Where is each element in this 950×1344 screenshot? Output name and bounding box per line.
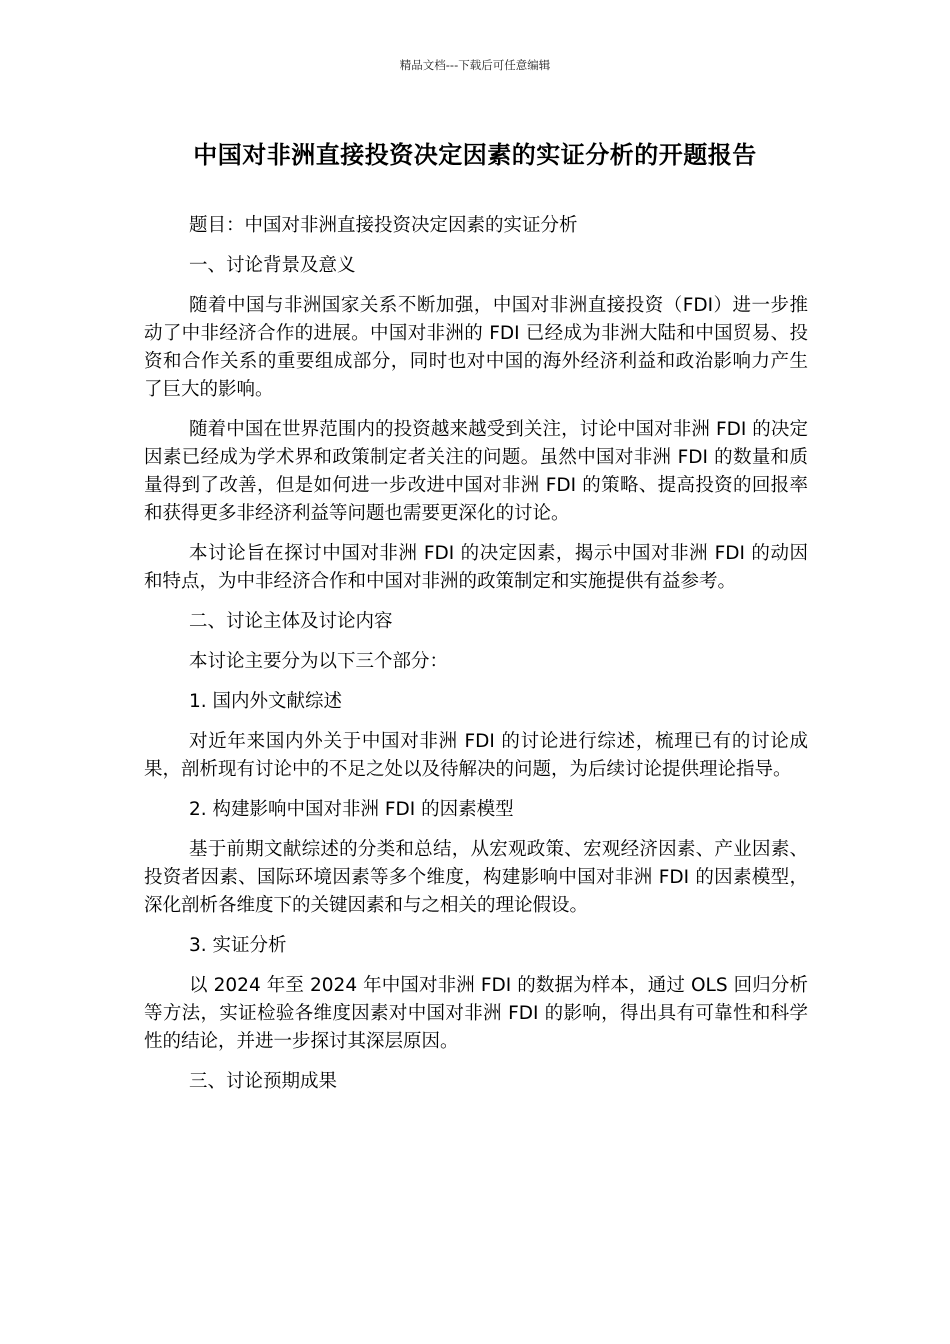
item-heading-empirical-analysis: 3. 实证分析 [189,935,287,956]
paragraph-background-2: 随着中国在世界范围内的投资越来越受到关注，讨论中国对非洲 FDI 的决定因素已经成为学术界和政策制定者关注的问题。虽然中国对非洲 FDI 的数量和质量得到了改善，但是如何进一步改进中国对非洲 FDI 的策略、提高投资的回报率和获得更多非经济利益等问题也需要更深化的讨论。 [144,419,808,524]
section-heading-content: 二、讨论主体及讨论内容 [189,611,393,632]
document-title: 中国对非洲直接投资决定因素的实证分析的开题报告 [193,141,757,169]
header-note: 精品文档---下载后可任意编辑 [399,58,551,72]
item-text-factor-model: 基于前期文献综述的分类和总结，从宏观政策、宏观经济因素、产业因素、投资者因素、国际环境因素等多个维度，构建影响中国对非洲 FDI 的因素模型，深化剖析各维度下的关键因素和与之相关的理论假设。 [144,839,808,916]
section-content-intro: 本讨论主要分为以下三个部分： [189,651,449,672]
item-text-literature-review: 对近年来国内外关于中国对非洲 FDI 的讨论进行综述，梳理已有的讨论成果，剖析现有讨论中的不足之处以及待解决的问题，为后续讨论提供理论指导。 [144,731,808,780]
item-text-empirical-analysis: 以 2024 年至 2024 年中国对非洲 FDI 的数据为样本，通过 OLS 回归分析等方法，实证检验各维度因素对中国对非洲 FDI 的影响，得出具有可靠性和科学性的结论，并进一步探讨其深层原因。 [144,975,808,1052]
item-heading-factor-model: 2. 构建影响中国对非洲 FDI 的因素模型 [189,799,514,820]
paragraph-background-3: 本讨论旨在探讨中国对非洲 FDI 的决定因素，揭示中国对非洲 FDI 的动因和特点，为中非经济合作和中国对非洲的政策制定和实施提供有益参考。 [144,543,808,592]
paragraph-background-1: 随着中国与非洲国家关系不断加强，中国对非洲直接投资（FDI）进一步推动了中非经济合作的进展。中国对非洲的 FDI 已经成为非洲大陆和中国贸易、投资和合作关系的重要组成部分，同时也对中国的海外经济利益和政治影响力产生了巨大的影响。 [144,295,808,400]
subject-line: 题目：中国对非洲直接投资决定因素的实证分析 [189,215,578,236]
item-heading-literature-review: 1. 国内外文献综述 [189,691,343,712]
section-heading-background: 一、讨论背景及意义 [189,255,356,276]
document-body [144,212,808,1108]
section-heading-expected-results: 三、讨论预期成果 [189,1071,338,1092]
